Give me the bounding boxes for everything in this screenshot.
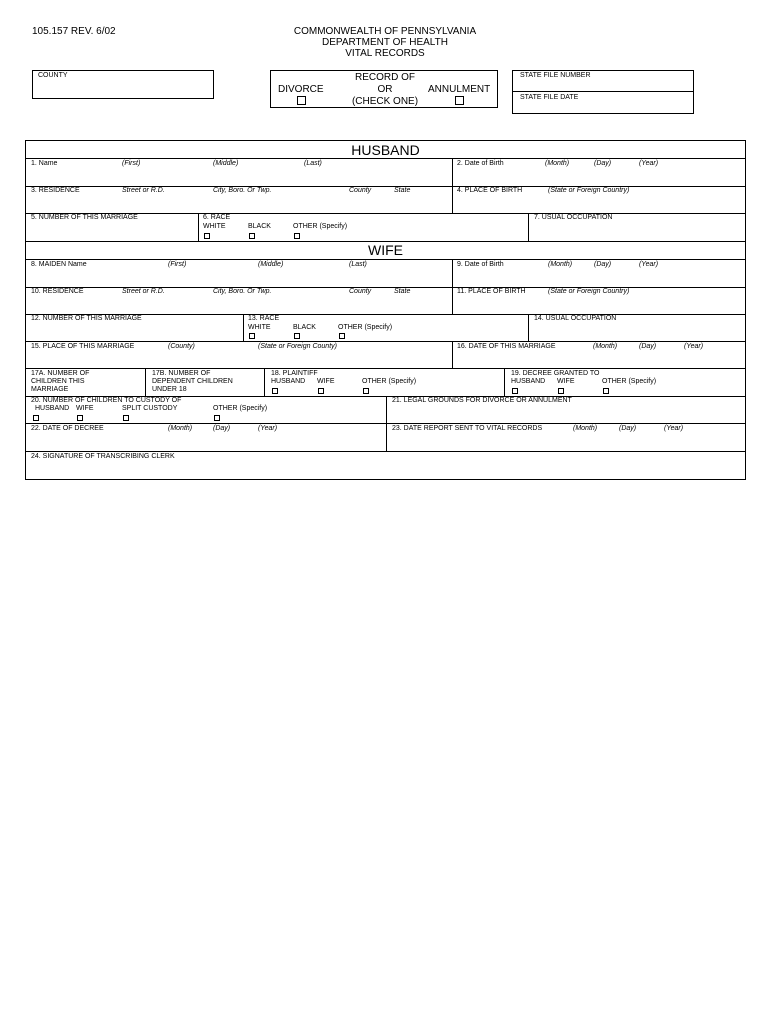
f20-label: 20. NUMBER OF CHILDREN TO CUSTODY OF [31,397,182,404]
decree-husband-label: HUSBAND [511,378,546,385]
day-hint: (Day) [639,343,657,350]
first-hint: (First) [122,160,141,167]
f4-label: 4. PLACE OF BIRTH [457,187,523,194]
agency-line-1: COMMONWEALTH OF PENNSYLVANIA [293,26,477,37]
street-hint: Street or R.D. [122,187,165,194]
state-foreign-hint: (State or Foreign Country) [548,288,630,295]
check-one-label: (CHECK ONE) [351,96,419,107]
middle-hint: (Middle) [258,261,284,268]
black-label: BLACK [248,223,271,230]
f24-label: 24. SIGNATURE OF TRANSCRIBING CLERK [31,453,175,460]
f11-label: 11. PLACE OF BIRTH [457,288,526,295]
decree-wife-checkbox[interactable] [558,388,564,394]
first-hint: (First) [168,261,187,268]
county-hint: County [349,187,372,194]
plaintiff-husband-label: HUSBAND [271,378,306,385]
divorce-checkbox[interactable] [297,96,306,105]
f22-label: 22. DATE OF DECREE [31,425,104,432]
wife-black-checkbox[interactable] [294,333,300,339]
record-of-label: RECORD OF [355,72,415,83]
f17a-label: 17A. NUMBER OF [31,370,90,377]
custody-other-checkbox[interactable] [214,415,220,421]
f17b-label-2: DEPENDENT CHILDREN [152,378,233,385]
day-hint: (Day) [619,425,637,432]
decree-wife-label: WIFE [557,378,575,385]
day-hint: (Day) [594,160,612,167]
f17b-label-3: UNDER 18 [152,386,187,393]
county-hint: County [349,288,372,295]
f13-label: 13. RACE [248,315,280,322]
annulment-label: ANNULMENT [428,84,491,95]
state-foreign-hint: (State or Foreign County) [258,343,337,350]
month-hint: (Month) [545,160,570,167]
decree-husband-checkbox[interactable] [512,388,518,394]
custody-split-label: SPLIT CUSTODY [122,405,178,412]
f10-label: 10. RESIDENCE [31,288,84,295]
f23-label: 23. DATE REPORT SENT TO VITAL RECORDS [392,425,543,432]
state-file-date-label: STATE FILE DATE [520,94,579,101]
month-hint: (Month) [168,425,193,432]
decree-other-checkbox[interactable] [603,388,609,394]
black-label: BLACK [293,324,316,331]
f18-label: 18. PLAINTIFF [271,370,318,377]
f12-label: 12. NUMBER OF THIS MARRIAGE [31,315,142,322]
annulment-checkbox[interactable] [455,96,464,105]
plaintiff-husband-checkbox[interactable] [272,388,278,394]
wife-title: WIFE [368,242,403,258]
divorce-label: DIVORCE [278,84,324,95]
last-hint: (Last) [349,261,367,268]
f16-label: 16. DATE OF THIS MARRIAGE [457,343,556,350]
white-label: WHITE [203,223,226,230]
city-hint: City, Boro. Or Twp. [213,288,272,295]
state-file-number-label: STATE FILE NUMBER [520,72,591,79]
month-hint: (Month) [593,343,618,350]
plaintiff-wife-checkbox[interactable] [318,388,324,394]
f5-label: 5. NUMBER OF THIS MARRIAGE [31,214,138,221]
day-hint: (Day) [213,425,231,432]
county-hint: (County) [168,343,195,350]
f19-label: 19. DECREE GRANTED TO [511,370,600,377]
f9-label: 9. Date of Birth [457,261,504,268]
agency-line-3: VITAL RECORDS [345,48,425,59]
wife-other-checkbox[interactable] [339,333,345,339]
f2-label: 2. Date of Birth [457,160,504,167]
plaintiff-other-label: OTHER (Specify) [362,378,417,385]
other-label: OTHER (Specify) [338,324,393,331]
custody-split-checkbox[interactable] [123,415,129,421]
last-hint: (Last) [304,160,322,167]
form-id: 105.157 REV. 6/02 [32,26,116,37]
custody-husband-label: HUSBAND [35,405,70,412]
f8-label: 8. MAIDEN Name [31,261,87,268]
or-label: OR [377,84,393,95]
husband-other-checkbox[interactable] [294,233,300,239]
f7-label: 7. USUAL OCCUPATION [534,214,613,221]
year-hint: (Year) [664,425,684,432]
f1-label: 1. Name [31,160,58,167]
custody-wife-label: WIFE [76,405,94,412]
husband-name-field[interactable] [26,159,452,186]
county-label: COUNTY [38,72,68,79]
state-foreign-hint: (State or Foreign Country) [548,187,630,194]
plaintiff-wife-label: WIFE [317,378,335,385]
day-hint: (Day) [594,261,612,268]
custody-husband-checkbox[interactable] [33,415,39,421]
f14-label: 14. USUAL OCCUPATION [534,315,617,322]
agency-line-2: DEPARTMENT OF HEALTH [322,37,448,48]
husband-black-checkbox[interactable] [249,233,255,239]
husband-title: HUSBAND [351,142,420,158]
wife-name-field[interactable] [26,260,452,287]
white-label: WHITE [248,324,271,331]
plaintiff-other-checkbox[interactable] [363,388,369,394]
husband-white-checkbox[interactable] [204,233,210,239]
f15-label: 15. PLACE OF THIS MARRIAGE [31,343,135,350]
state-hint: State [394,288,411,295]
year-hint: (Year) [639,261,659,268]
year-hint: (Year) [639,160,659,167]
street-hint: Street or R.D. [122,288,165,295]
month-hint: (Month) [548,261,573,268]
custody-other-label: OTHER (Specify) [213,405,268,412]
year-hint: (Year) [684,343,704,350]
decree-other-label: OTHER (Specify) [602,378,657,385]
f17a-label-3: MARRIAGE [31,386,69,393]
state-hint: State [394,187,411,194]
custody-wife-checkbox[interactable] [77,415,83,421]
f17a-label-2: CHILDREN THIS [31,378,85,385]
city-hint: City, Boro. Or Twp. [213,187,272,194]
f3-label: 3. RESIDENCE [31,187,80,194]
f6-label: 6. RACE [203,214,231,221]
year-hint: (Year) [258,425,278,432]
f17b-label: 17B. NUMBER OF [152,370,211,377]
wife-white-checkbox[interactable] [249,333,255,339]
other-label: OTHER (Specify) [293,223,348,230]
middle-hint: (Middle) [213,160,239,167]
month-hint: (Month) [573,425,598,432]
f21-label: 21. LEGAL GROUNDS FOR DIVORCE OR ANNULMENT [392,397,572,404]
